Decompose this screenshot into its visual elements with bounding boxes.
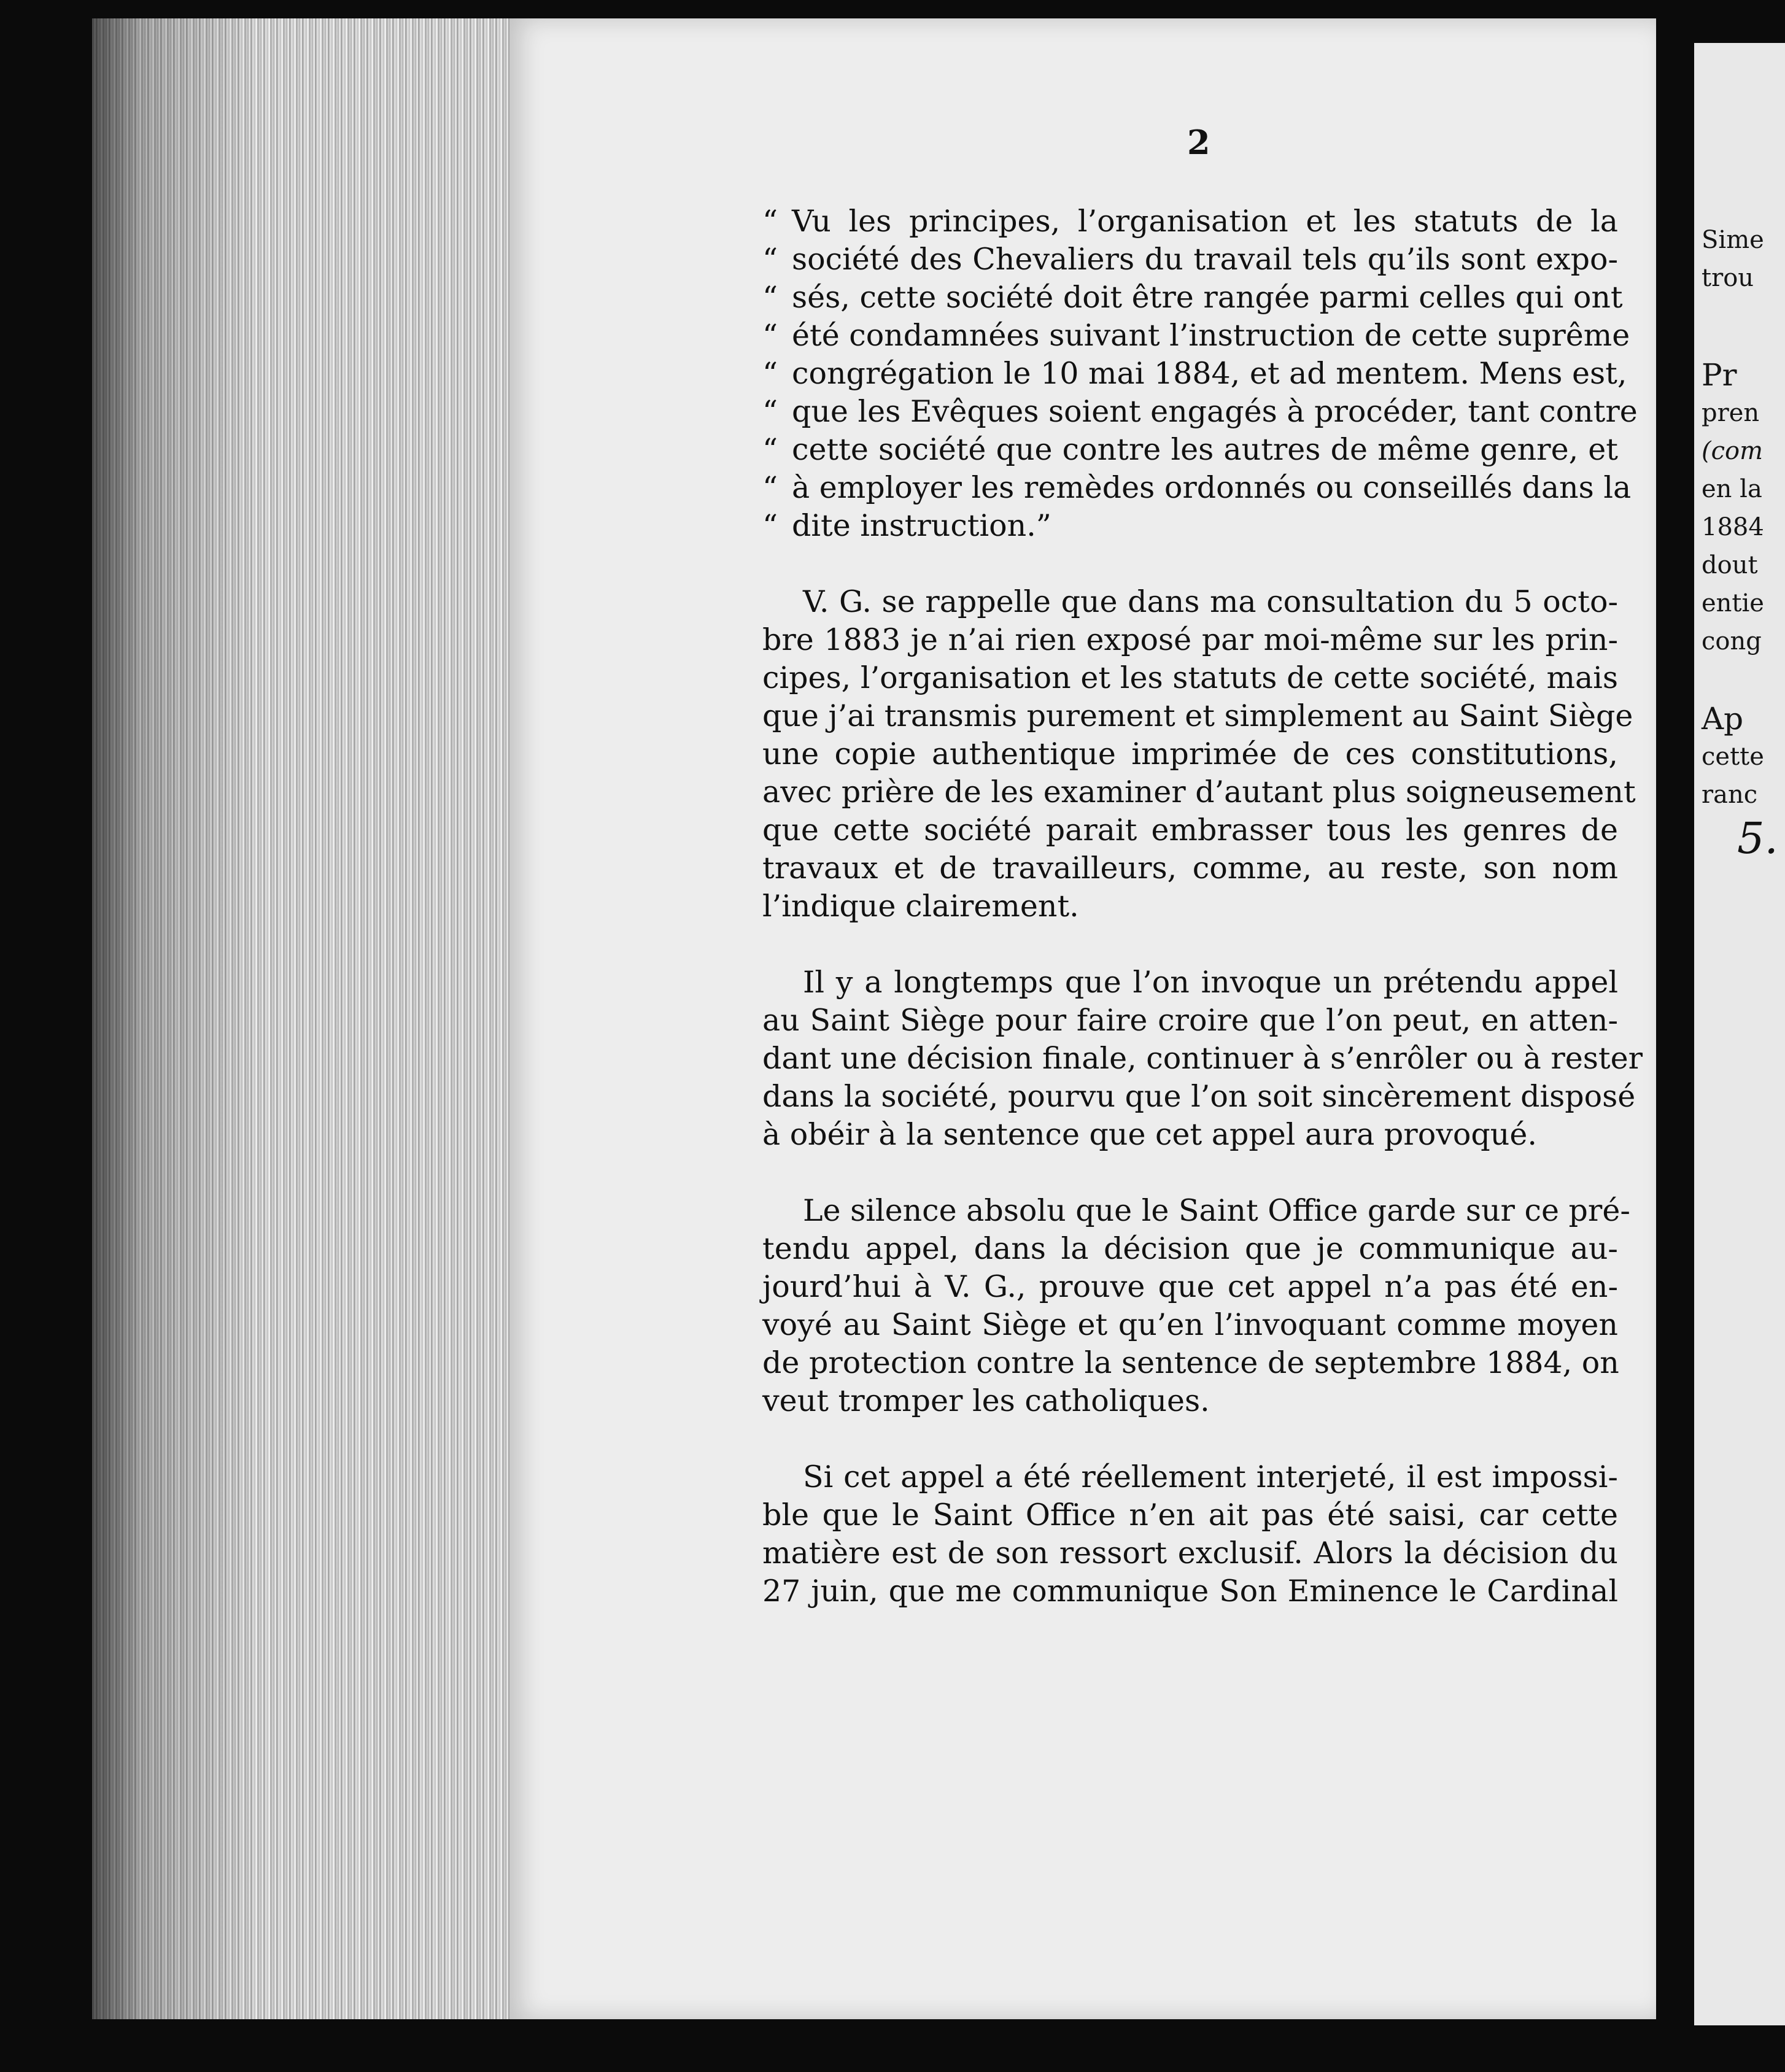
quote-line: “ Vu les principes, l’organisation et les statuts de la bbox=[762, 204, 1618, 239]
quote-line: “ cette société que contre les autres de même genre, et bbox=[762, 432, 1618, 467]
handwritten-mark: 5. bbox=[1737, 813, 1778, 864]
text-line: tendu appel, dans la décision que je communique au- bbox=[762, 1231, 1618, 1266]
adjacent-page-fragment: cong bbox=[1702, 627, 1762, 655]
text-line: matière est de son ressort exclusif. Alors la décision du bbox=[762, 1536, 1618, 1571]
quote-line: “ société des Chevaliers du travail tels qu’ils sont expo- bbox=[762, 242, 1618, 277]
adjacent-page-fragment: pren bbox=[1702, 399, 1760, 427]
text-line: Il y a longtemps que l’on invoque un prétendu appel bbox=[803, 965, 1618, 1000]
adjacent-page-fragment: en la bbox=[1702, 475, 1762, 503]
body-paragraph bbox=[762, 1458, 1618, 1610]
text-line: V. G. se rappelle que dans ma consultation du 5 octo- bbox=[803, 584, 1618, 619]
text-line: jourd’hui à V. G., prouve que cet appel n’a pas été en- bbox=[762, 1269, 1618, 1304]
quote-line: “ dite instruction.” bbox=[762, 508, 1051, 543]
text-line: bre 1883 je n’ai rien exposé par moi-même sur les prin- bbox=[762, 622, 1618, 657]
quote-paragraph bbox=[762, 203, 1638, 545]
adjacent-page-fragment: Ap bbox=[1702, 701, 1744, 736]
quote-line: “ sés, cette société doit être rangée parmi celles qui ont bbox=[762, 280, 1623, 315]
text-line: que j’ai transmis purement et simplement au Saint Siège bbox=[762, 698, 1633, 733]
text-line: Le silence absolu que le Saint Office garde sur ce pré- bbox=[803, 1193, 1630, 1228]
body-paragraph bbox=[762, 1192, 1630, 1420]
body-paragraph bbox=[762, 583, 1636, 926]
text-line: à obéir à la sentence que cet appel aura provoqué. bbox=[762, 1117, 1537, 1152]
text-line: ble que le Saint Office n’en ait pas été saisi, car cette bbox=[762, 1498, 1618, 1533]
page-number: 2 bbox=[1187, 123, 1210, 162]
text-line: 27 juin, que me communique Son Eminence le Cardinal bbox=[762, 1574, 1618, 1609]
adjacent-page-fragment: entie bbox=[1702, 589, 1764, 617]
adjacent-page-fragment: cette bbox=[1702, 743, 1764, 771]
text-line: veut tromper les catholiques. bbox=[762, 1383, 1210, 1418]
text-line: travaux et de travailleurs, comme, au reste, son nom bbox=[762, 851, 1618, 886]
quote-line: “ été condamnées suivant l’instruction de cette suprême bbox=[762, 318, 1630, 353]
text-line: avec prière de les examiner d’autant plus soigneusement bbox=[762, 775, 1636, 810]
adjacent-page-fragment: 1884 bbox=[1702, 513, 1764, 541]
quote-line: “ congrégation le 10 mai 1884, et ad mentem. Mens est, bbox=[762, 356, 1627, 391]
text-line: au Saint Siège pour faire croire que l’on peut, en atten- bbox=[762, 1003, 1618, 1038]
adjacent-page-fragment: (com bbox=[1702, 437, 1764, 465]
text-line: Si cet appel a été réellement interjeté, il est impossi- bbox=[803, 1459, 1618, 1494]
quote-line: “ que les Evêques soient engagés à procéder, tant contre bbox=[762, 394, 1638, 429]
text-line: de protection contre la sentence de septembre 1884, on bbox=[762, 1345, 1619, 1380]
adjacent-page bbox=[1694, 43, 1785, 2025]
text-line: voyé au Saint Siège et qu’en l’invoquant comme moyen bbox=[762, 1307, 1618, 1342]
adjacent-page-fragment: Sime bbox=[1702, 226, 1764, 254]
text-line: que cette société parait embrasser tous les genres de bbox=[762, 813, 1618, 848]
text-line: dans la société, pourvu que l’on soit sincèrement disposé bbox=[762, 1079, 1636, 1114]
text-line: dant une décision finale, continuer à s’enrôler ou à rester bbox=[762, 1041, 1643, 1076]
text-line: l’indique clairement. bbox=[762, 889, 1079, 924]
text-line: une copie authentique imprimée de ces constitutions, bbox=[762, 736, 1618, 771]
text-line: cipes, l’organisation et les statuts de cette société, mais bbox=[762, 660, 1618, 695]
adjacent-page-fragment: trou bbox=[1702, 264, 1754, 292]
adjacent-page-fragment: dout bbox=[1702, 551, 1758, 579]
page-body bbox=[762, 203, 1643, 1649]
book-page-edges bbox=[92, 18, 509, 2019]
adjacent-page-fragment: Pr bbox=[1702, 357, 1737, 393]
body-paragraph bbox=[762, 964, 1643, 1154]
quote-line: “ à employer les remèdes ordonnés ou conseillés dans la bbox=[762, 470, 1632, 505]
adjacent-page-fragment: ranc bbox=[1702, 781, 1758, 809]
